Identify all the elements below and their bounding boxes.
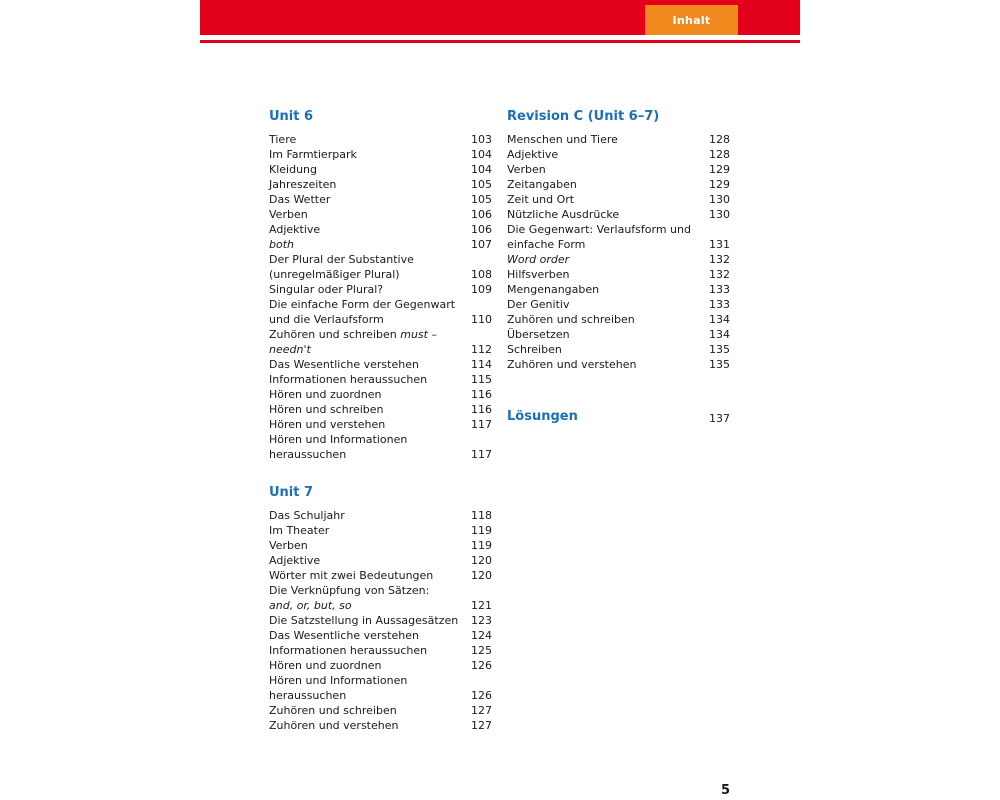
toc-entry bbox=[269, 583, 492, 598]
toc-entry-label bbox=[507, 177, 706, 192]
toc-entry-text: Zuhören und schreiben bbox=[269, 704, 397, 717]
toc-entry-page: 133 bbox=[709, 298, 730, 311]
toc-entry-text: Hören und zuordnen bbox=[269, 659, 382, 672]
toc-entry-text: Verben bbox=[269, 539, 308, 552]
toc-entry-label bbox=[507, 192, 706, 207]
toc-section bbox=[269, 108, 492, 462]
toc-entry-label bbox=[269, 327, 468, 357]
toc-entry-label bbox=[269, 297, 468, 327]
toc-entry-text: Das Wetter bbox=[269, 193, 331, 206]
toc-entry bbox=[507, 132, 730, 147]
toc-entry bbox=[507, 147, 730, 162]
toc-entry-text: Mengenangaben bbox=[507, 283, 600, 296]
toc-entry-page: 128 bbox=[709, 148, 730, 161]
toc-entry-page: 129 bbox=[709, 178, 730, 191]
header-tab-inhalt: Inhalt bbox=[645, 5, 738, 35]
toc-entry-page: 134 bbox=[709, 313, 730, 326]
toc-entry-page: 132 bbox=[709, 268, 730, 281]
toc-entry bbox=[269, 402, 492, 417]
toc-entry bbox=[507, 207, 730, 222]
toc-entry bbox=[269, 523, 492, 538]
toc-entry-label bbox=[269, 598, 468, 613]
toc-entry-page: 129 bbox=[709, 163, 730, 176]
toc-entry-text: Nützliche Ausdrücke bbox=[507, 208, 620, 221]
toc-entry-label bbox=[269, 162, 468, 177]
document-page bbox=[200, 0, 800, 800]
toc-entry-text: Die Gegenwart: Verlaufsform und einfache Form bbox=[507, 223, 691, 251]
toc-entry-text: Informationen heraussuchen bbox=[269, 373, 428, 386]
toc-entry-page: 126 bbox=[471, 659, 492, 672]
toc-entry bbox=[507, 252, 730, 267]
section-title: Unit 6 bbox=[269, 109, 314, 124]
toc-entry-page: 116 bbox=[471, 388, 492, 401]
page-number: 5 bbox=[720, 783, 730, 798]
toc-section bbox=[269, 484, 492, 733]
toc-entry-page: 109 bbox=[471, 283, 492, 296]
toc-entry-text: Die Satzstellung in Aussagesätzen bbox=[269, 614, 459, 627]
toc-entry-label bbox=[269, 553, 468, 568]
toc-entry-text: Im Farmtierpark bbox=[269, 148, 357, 161]
toc-entry bbox=[269, 252, 492, 282]
toc-entry-label bbox=[269, 132, 468, 147]
toc-entry-label bbox=[269, 432, 468, 462]
toc-entry-label bbox=[269, 357, 468, 372]
toc-entry bbox=[269, 177, 492, 192]
toc-entry-text: Das Wesentliche verstehen bbox=[269, 629, 419, 642]
toc-entry bbox=[269, 387, 492, 402]
toc-entry-text: Zuhören und schreiben bbox=[507, 313, 635, 326]
toc-entry-label bbox=[507, 147, 706, 162]
toc-entry-label bbox=[507, 267, 706, 282]
toc-entry bbox=[507, 357, 730, 372]
toc-entry bbox=[507, 267, 730, 282]
toc-entry-text: Hilfsverben bbox=[507, 268, 570, 281]
toc-entry-label bbox=[269, 387, 468, 402]
toc-entry-page: 120 bbox=[471, 569, 492, 582]
toc-entry-label bbox=[269, 703, 468, 718]
loesungen-page: 137 bbox=[709, 412, 730, 425]
toc-entry bbox=[507, 327, 730, 342]
section-title: Revision C (Unit 6–7) bbox=[507, 109, 660, 124]
toc-entry-page: 106 bbox=[471, 223, 492, 236]
toc-entry-text: Im Theater bbox=[269, 524, 330, 537]
toc-entry-text: Der Plural der Substantive (unregelmäßiger Plural) bbox=[269, 253, 414, 281]
toc-entry bbox=[507, 342, 730, 357]
toc-entry-label bbox=[269, 177, 468, 192]
toc-entry bbox=[269, 718, 492, 733]
toc-entry bbox=[269, 237, 492, 252]
toc-entry-page: 105 bbox=[471, 193, 492, 206]
toc-entry bbox=[507, 177, 730, 192]
toc-entry-page: 115 bbox=[471, 373, 492, 386]
toc-entry-page: 127 bbox=[471, 704, 492, 717]
toc-column-left bbox=[269, 108, 492, 733]
toc-entry-text: Word order bbox=[507, 253, 570, 266]
toc-entry-page: 117 bbox=[471, 448, 492, 461]
toc-entry-text: Schreiben bbox=[507, 343, 562, 356]
toc-entry-label bbox=[507, 252, 706, 267]
toc-entry-text: Übersetzen bbox=[507, 328, 570, 341]
toc-entry-text: Zeitangaben bbox=[507, 178, 577, 191]
toc-entry-label bbox=[269, 147, 468, 162]
toc-entry-label bbox=[507, 312, 706, 327]
toc-entry-text: Die Verknüpfung von Sätzen: bbox=[269, 584, 430, 597]
toc-entry-page: 108 bbox=[471, 268, 492, 281]
toc-entry-label bbox=[269, 207, 468, 222]
toc-entry bbox=[269, 147, 492, 162]
toc-entry-label bbox=[507, 162, 706, 177]
toc-entry-label bbox=[269, 508, 468, 523]
toc-entry bbox=[269, 327, 492, 357]
toc-entry-label bbox=[269, 282, 468, 297]
toc-entry bbox=[269, 658, 492, 673]
toc-entry-page: 125 bbox=[471, 644, 492, 657]
toc-entry-label bbox=[269, 568, 468, 583]
toc-entry-page: 112 bbox=[471, 343, 492, 356]
toc-entry-label bbox=[269, 252, 468, 282]
toc-entry bbox=[269, 703, 492, 718]
toc-entry-text: Adjektive bbox=[269, 554, 321, 567]
toc-entry-label bbox=[507, 297, 706, 312]
toc-entry bbox=[269, 568, 492, 583]
toc-entry bbox=[507, 222, 730, 252]
toc-entry-page: 130 bbox=[709, 193, 730, 206]
toc-entry-text: Adjektive bbox=[507, 148, 559, 161]
toc-entry-label bbox=[507, 342, 706, 357]
toc-entry bbox=[269, 643, 492, 658]
toc-entry-page: 119 bbox=[471, 524, 492, 537]
toc-entry-page: 135 bbox=[709, 358, 730, 371]
toc-entry bbox=[269, 673, 492, 703]
toc-entry-label bbox=[269, 222, 468, 237]
loesungen-title: Lösungen bbox=[507, 409, 578, 424]
toc-entry-label bbox=[269, 538, 468, 553]
toc-entry-text: Verben bbox=[507, 163, 546, 176]
toc-entry bbox=[507, 192, 730, 207]
toc-entry-page: 127 bbox=[471, 719, 492, 732]
toc-entry-text: Tiere bbox=[269, 133, 297, 146]
toc-entry-text: Wörter mit zwei Bedeutungen bbox=[269, 569, 434, 582]
toc-entry-page: 118 bbox=[471, 509, 492, 522]
toc-entry-page: 126 bbox=[471, 689, 492, 702]
toc-entry-text: Hören und Informationen heraussuchen bbox=[269, 433, 408, 461]
toc-entry bbox=[269, 297, 492, 327]
toc-entry-page: 110 bbox=[471, 313, 492, 326]
toc-entry-page: 114 bbox=[471, 358, 492, 371]
toc-entry bbox=[507, 312, 730, 327]
toc-entry-text: Hören und zuordnen bbox=[269, 388, 382, 401]
toc-section-loesungen bbox=[507, 408, 730, 426]
toc-entry-label bbox=[507, 327, 706, 342]
toc-entry-text: Zuhören und verstehen bbox=[269, 719, 399, 732]
toc-entry bbox=[269, 508, 492, 523]
toc-entry-label bbox=[269, 372, 468, 387]
toc-entry-text: Kleidung bbox=[269, 163, 318, 176]
toc-entry-text: Informationen heraussuchen bbox=[269, 644, 428, 657]
toc-entry-text: Hören und verstehen bbox=[269, 418, 386, 431]
toc-entry-label bbox=[269, 523, 468, 538]
toc-entry-page: 121 bbox=[471, 599, 492, 612]
toc-entry bbox=[269, 162, 492, 177]
toc-entry bbox=[269, 553, 492, 568]
toc-entry-text: Zuhören und schreiben bbox=[269, 328, 401, 341]
toc-entry bbox=[269, 598, 492, 613]
toc-entry bbox=[269, 628, 492, 643]
toc-entry-page: 116 bbox=[471, 403, 492, 416]
toc-entry-label bbox=[269, 628, 468, 643]
toc-entry-label bbox=[269, 643, 468, 658]
toc-entry-text: Menschen und Tiere bbox=[507, 133, 618, 146]
toc-entry-text: Das Wesentliche verstehen bbox=[269, 358, 419, 371]
toc-entry-label bbox=[269, 583, 468, 598]
toc-entry bbox=[269, 222, 492, 237]
toc-entry-text: Singular oder Plural? bbox=[269, 283, 384, 296]
toc-entry bbox=[269, 192, 492, 207]
toc-entry bbox=[507, 297, 730, 312]
toc-entry bbox=[269, 538, 492, 553]
toc-entry-page: 104 bbox=[471, 148, 492, 161]
toc-entry-label bbox=[269, 613, 468, 628]
toc-entry-text: Die einfache Form der Gegenwart und die Verlaufsform bbox=[269, 298, 456, 326]
toc-entry-page: 131 bbox=[709, 238, 730, 251]
toc-entry-page: 104 bbox=[471, 163, 492, 176]
toc-entry-page: 120 bbox=[471, 554, 492, 567]
toc-entry-label bbox=[507, 282, 706, 297]
toc-entry-text: Zeit und Ort bbox=[507, 193, 575, 206]
toc-entry-text: Der Genitiv bbox=[507, 298, 570, 311]
toc-entry-page: 130 bbox=[709, 208, 730, 221]
toc-entry-page: 117 bbox=[471, 418, 492, 431]
toc-entry-label bbox=[269, 658, 468, 673]
toc-entry-page: 105 bbox=[471, 178, 492, 191]
toc-entry-label bbox=[269, 237, 468, 252]
section-title: Unit 7 bbox=[269, 485, 314, 500]
toc-entry bbox=[269, 432, 492, 462]
toc-entry-page: 128 bbox=[709, 133, 730, 146]
toc-entry-label bbox=[507, 357, 706, 372]
toc-entry-label bbox=[269, 192, 468, 207]
toc-entry-label bbox=[269, 417, 468, 432]
toc-entry-text: Hören und schreiben bbox=[269, 403, 384, 416]
toc-entry-page: 132 bbox=[709, 253, 730, 266]
toc-entry-page: 103 bbox=[471, 133, 492, 146]
toc-entry-text: Adjektive bbox=[269, 223, 321, 236]
toc-entry-page: 123 bbox=[471, 614, 492, 627]
toc-entry-label bbox=[269, 402, 468, 417]
toc-entry-page: 133 bbox=[709, 283, 730, 296]
toc-entry bbox=[269, 417, 492, 432]
toc-entry-page: 119 bbox=[471, 539, 492, 552]
toc-entry-text: both bbox=[269, 238, 294, 251]
toc-entry bbox=[269, 613, 492, 628]
toc-entry-label bbox=[507, 132, 706, 147]
toc-entry bbox=[269, 207, 492, 222]
toc-entry-text: Verben bbox=[269, 208, 308, 221]
toc-entry-text: Jahreszeiten bbox=[269, 178, 337, 191]
toc-entry-page: 106 bbox=[471, 208, 492, 221]
toc-entry-label bbox=[507, 207, 706, 222]
header-divider bbox=[200, 40, 800, 43]
toc-entry bbox=[507, 162, 730, 177]
toc-entry-label bbox=[269, 718, 468, 733]
toc-entry bbox=[269, 357, 492, 372]
toc-entry bbox=[269, 132, 492, 147]
toc-entry-text: Zuhören und verstehen bbox=[507, 358, 637, 371]
toc-entry bbox=[507, 282, 730, 297]
toc-entry-text: Hören und Informationen heraussuchen bbox=[269, 674, 408, 702]
toc-section bbox=[507, 108, 730, 372]
toc-entry-text: Das Schuljahr bbox=[269, 509, 345, 522]
toc-entry-text: and, or, but, so bbox=[269, 599, 352, 612]
toc-entry-text-italic: must – needn't bbox=[269, 328, 437, 356]
toc-column-right bbox=[507, 108, 730, 426]
toc-entry-label bbox=[269, 673, 468, 703]
toc-entry-page: 107 bbox=[471, 238, 492, 251]
toc-entry-page: 124 bbox=[471, 629, 492, 642]
toc-entry-page: 135 bbox=[709, 343, 730, 356]
toc-entry bbox=[269, 372, 492, 387]
toc-entry-label bbox=[507, 222, 706, 252]
toc-entry-page: 134 bbox=[709, 328, 730, 341]
toc-entry bbox=[269, 282, 492, 297]
